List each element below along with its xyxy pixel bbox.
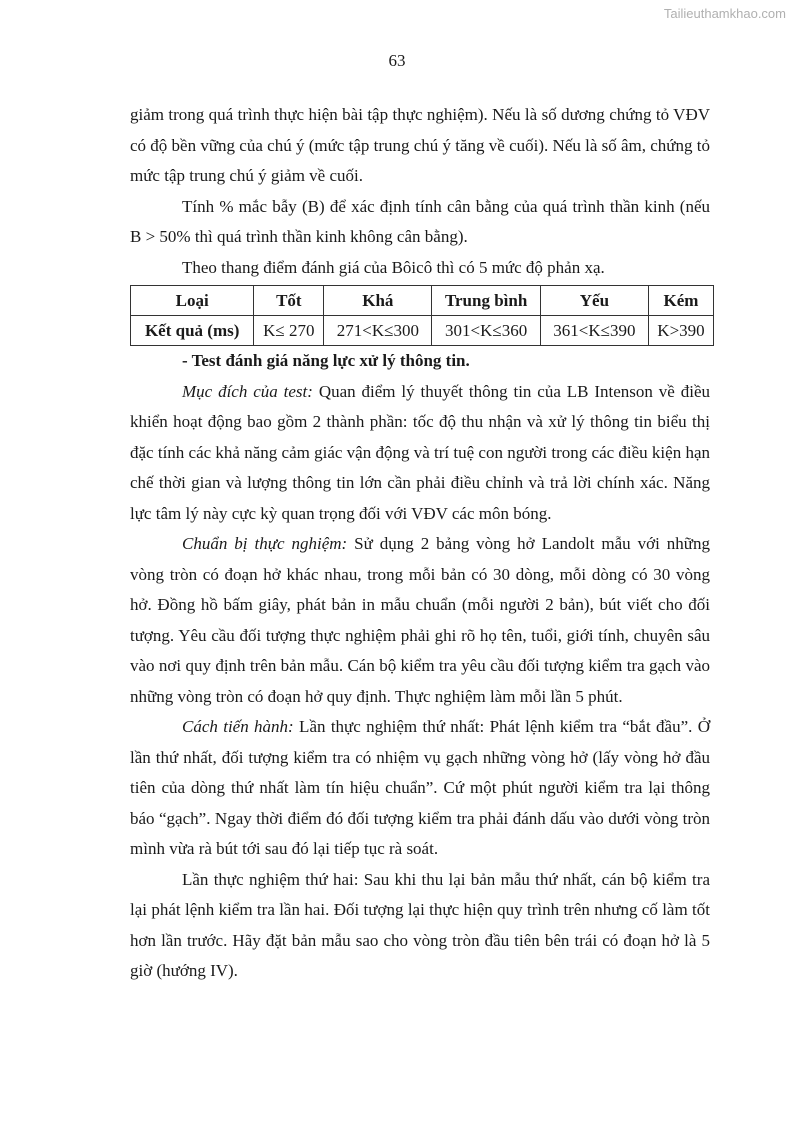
document-body [130, 100, 710, 987]
table-cell: 301<K≤360 [432, 316, 540, 346]
table-header-cell: Kém [648, 286, 713, 316]
paragraph-3: Theo thang điểm đánh giá của Bôicô thì có 5 mức độ phản xạ. [182, 257, 605, 277]
page-number: 63 [388, 51, 406, 70]
purpose-paragraph [130, 377, 710, 530]
preparation-text: Sử dụng 2 bảng vòng hở Landolt mẫu với những vòng tròn có đoạn hở khác nhau, trong mỗi bản có 30 dòng, mỗi dòng có 30 vòng hở. Đồng hồ bấm giây, phát bản in mẫu chuẩn (mỗi người 2 bản), bút viết cho đối tượng. Yêu cầu đối tượng thực nghiệm phải ghi rõ họ tên, tuổi, giới tính, chuyên sâu vào nơi quy định trên bản mẫu. Cán bộ kiểm tra yêu cầu đối tượng kiểm tra gạch vào những vòng tròn có đoạn hở quy định. Thực nghiệm làm mỗi lần 5 phút. [130, 534, 711, 706]
paragraph-2: Tính % mắc bẫy (B) để xác định tính cân bằng của quá trình thần kinh (nếu B > 50% thì quá trình thần kinh không cân bằng). [130, 196, 710, 246]
table-header-cell: Yếu [540, 286, 648, 316]
reaction-grade-table [130, 285, 714, 346]
paragraph-1: giảm trong quá trình thực hiện bài tập thực nghiệm). Nếu là số dương chứng tỏ VĐV có độ bền vững của chú ý (mức tập trung chú ý tăng về cuối). Nếu là số âm, chứng tỏ mức tập trung chú ý giảm về cuối. [130, 105, 710, 185]
procedure-lead: Cách tiến hành: [182, 717, 294, 736]
second-trial-paragraph: Lần thực nghiệm thứ hai: Sau khi thu lại bản mẫu thứ nhất, cán bộ kiểm tra lại phát lệnh kiểm tra lần hai. Đối tượng lại thực hiện quy trình trên nhưng cố làm tốt hơn lần trước. Hãy đặt bản mẫu sao cho vòng tròn đầu tiên bên trái có đoạn hở là 5 giờ (hướng IV). [130, 869, 710, 980]
table-header-row [131, 286, 714, 316]
procedure-paragraph [130, 712, 710, 865]
purpose-text: Quan điểm lý thuyết thông tin của LB Intenson về điều khiển hoạt động bao gồm 2 thành phần: tốc độ thu nhận và xử lý thông tin biểu thị đặc tính các khả năng cảm giác vận động và trí tuệ con người trong các điều kiện hạn chế thời gian và lượng thông tin lớn cần phải điều chỉnh và trả lời chính xác. Năng lực tâm lý này cực kỳ quan trọng đối với VĐV các môn bóng. [130, 381, 710, 523]
table-cell: 271<K≤300 [324, 316, 432, 346]
table-row-label: Kết quả (ms) [131, 316, 254, 346]
table-header-cell: Khá [324, 286, 432, 316]
table-row [131, 316, 714, 346]
table-header-cell: Loại [131, 286, 254, 316]
preparation-paragraph [130, 529, 710, 712]
test-heading: - Test đánh giá năng lực xử lý thông tin. [182, 351, 470, 370]
preparation-lead: Chuẩn bị thực nghiệm: [182, 534, 348, 553]
procedure-text: Lần thực nghiệm thứ nhất: Phát lệnh kiểm tra “bắt đầu”. Ở lần thứ nhất, đối tượng kiểm tra có nhiệm vụ gạch những vòng hở (lấy vòng hở đầu tiên của dòng thứ nhất làm tín hiệu chuẩn”. Cứ một phút người kiểm tra lại thông báo “gạch”. Ngay thời điểm đó đối tượng kiểm tra phải đánh dấu vào dưới vòng tròn mình vừa rà bút tới sau đó lại tiếp tục rà soát. [130, 717, 710, 858]
watermark: Tailieuthamkhao.com [663, 6, 786, 21]
purpose-lead: Mục đích của test: [182, 381, 313, 401]
table-header-cell: Tốt [254, 286, 324, 316]
table-cell: K≤ 270 [254, 316, 324, 346]
table-cell: K>390 [648, 316, 713, 346]
table-header-cell: Trung bình [432, 286, 540, 316]
table-cell: 361<K≤390 [540, 316, 648, 346]
